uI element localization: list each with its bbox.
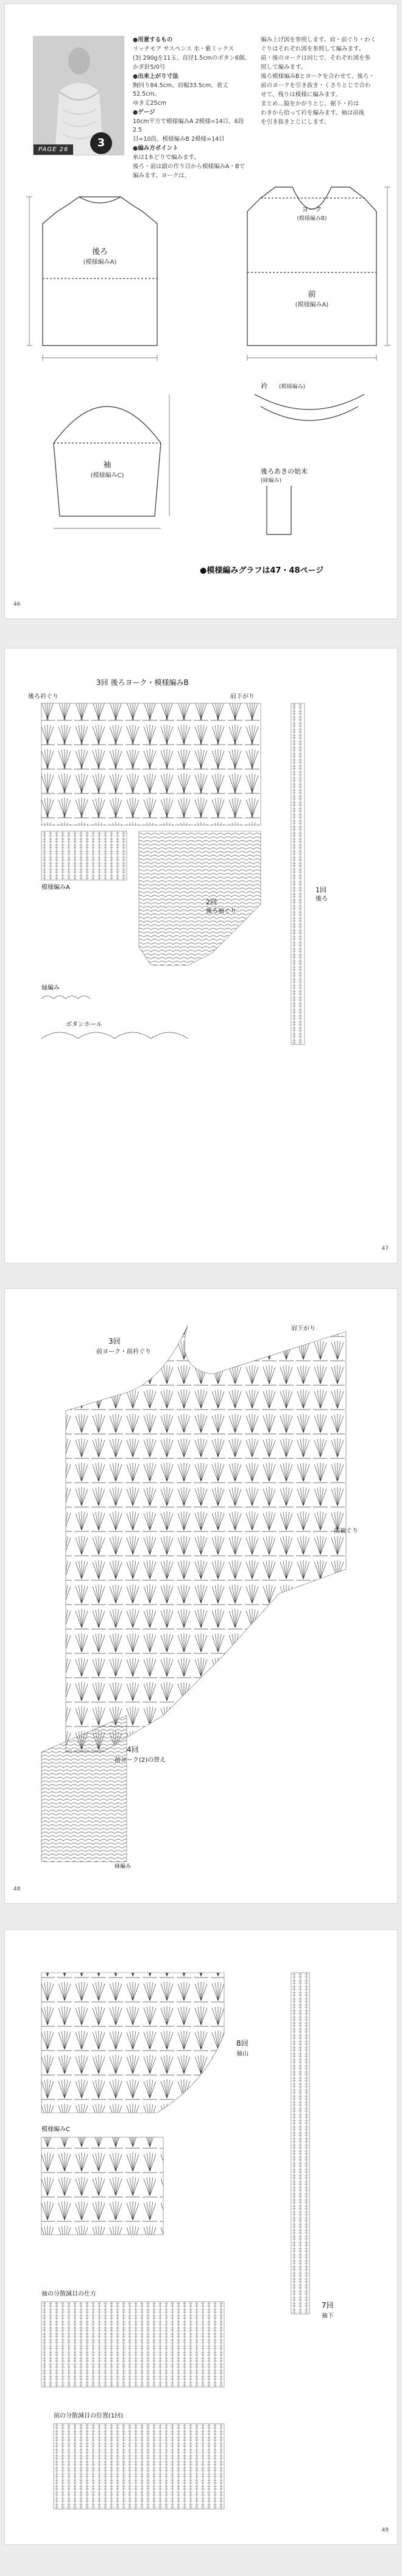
- materials-heading: ●用意するもの: [133, 37, 173, 43]
- side-strip-chart: [291, 703, 305, 1045]
- photo-page-tag: PAGE 26: [34, 144, 73, 155]
- instruction-line: わきから拾って衿を編みます。袖は前後: [261, 110, 365, 116]
- back-label: 後ろ: [316, 896, 328, 903]
- page-48: [4, 1288, 398, 1904]
- yoke-chart: [41, 703, 261, 825]
- edging-label: 縁編み: [41, 985, 60, 992]
- chart-title: 3回: [108, 1337, 121, 1346]
- schematic-diagrams: [5, 4, 398, 619]
- bottom-chart: [41, 1716, 127, 1862]
- instruction-line: 前のヨークを引き抜き・くさりとじで合わ: [261, 82, 371, 89]
- sleeve-label: 袖: [103, 461, 111, 470]
- chart-title: 3回 後ろヨーク・模様編みB: [96, 678, 189, 687]
- motif-a-label: 模様編みA: [41, 884, 70, 891]
- edging-label: 縁編み: [115, 1864, 132, 1870]
- size-line: 胸回り84.5cm、肩幅33.5cm、着丈52.5cm、: [133, 82, 228, 98]
- sleeve-cap-chart: [41, 1973, 224, 2113]
- front-armhole-label: 前袖ぐり: [334, 1528, 358, 1535]
- project-number-badge: 3: [90, 132, 112, 154]
- back-armhole-label: 後ろ袖ぐり: [206, 908, 236, 915]
- size-heading: ●出来上がり寸法: [133, 73, 178, 80]
- size-line: ゆき丈25cm: [133, 100, 167, 107]
- buttonhole-label: ボタンホール: [66, 1021, 102, 1028]
- row-2-label: 2回: [206, 898, 217, 906]
- armhole-chart: [139, 831, 261, 965]
- gauge-heading: ●ゲージ: [133, 109, 155, 116]
- back-opening-outline: [267, 486, 291, 534]
- motif-c-chart: [41, 2137, 163, 2235]
- materials-line: リッチモア サスペンス 水・紫ミックス: [133, 46, 234, 52]
- front-yoke-label: 前ヨーク・前衿ぐり: [96, 1349, 151, 1355]
- page-47: [4, 648, 398, 1263]
- back-opening-label: 後ろあきの始末: [261, 467, 308, 475]
- back-neckline-label: 後ろ衿ぐり: [28, 694, 58, 700]
- gauge-line: 目=10段、模様編みB 2模様=14目: [133, 136, 225, 143]
- sleeve-cap-label: 袖山: [236, 2051, 249, 2057]
- page-number: 48: [13, 1886, 21, 1892]
- row-7-label: 7回: [322, 2301, 334, 2310]
- page-46: [4, 4, 398, 619]
- back-sublabel: (模様編みA): [83, 259, 117, 266]
- front-yoke-label: ヨーク: [302, 205, 322, 213]
- points-heading: ●編み方ポイント: [133, 145, 178, 152]
- points-line: 編みます。ヨークは、: [133, 172, 191, 179]
- motif-a-chart: [41, 831, 127, 880]
- shoulder-slope-label: 肩下がり: [291, 1325, 316, 1332]
- sleeve-decrease-label: 袖の分散減目の仕方: [41, 2291, 96, 2297]
- sleeve-decrease-chart: [41, 2302, 224, 2387]
- motif-c-label: 模様編みC: [41, 2126, 70, 2133]
- collar-outline: [255, 394, 364, 410]
- back-neckline: [79, 197, 121, 203]
- instruction-line: を引き抜きとじにします。: [261, 119, 330, 126]
- page-number: 46: [13, 601, 21, 608]
- front-sublabel: (模様編みA): [295, 302, 329, 308]
- collar-label: 衿: [261, 382, 267, 390]
- pattern-graph-note: ●模様編みグラフは47・48ページ: [200, 566, 324, 575]
- buttonhole-chart: [41, 1032, 188, 1038]
- row-1-label: 1回: [316, 886, 326, 894]
- front-label: 前: [308, 290, 316, 299]
- back-label: 後ろ: [91, 247, 108, 257]
- sleeve-sublabel: (模様編みC): [90, 472, 124, 479]
- back-opening-sublabel: (縁編み): [261, 478, 282, 484]
- crochet-chart-page-47: [5, 648, 398, 1263]
- sleeve-underarm-label: 袖下: [322, 2313, 334, 2319]
- instruction-line: せて、残りは模様に編みます。: [261, 91, 342, 98]
- page-number: 49: [381, 2527, 389, 2533]
- front-yoke-alt-label: 前ヨーク(2)の替え: [115, 1757, 166, 1764]
- front-decrease-chart: [54, 2424, 224, 2509]
- collar-sublabel: (模様編み): [279, 384, 306, 390]
- front-yoke-chart: [66, 1325, 346, 1752]
- page-49: [4, 1929, 398, 2545]
- gauge-line: 10cm平方で模様編みA 2模様=14目、6段 2.5: [133, 118, 244, 133]
- points-line: 後ろ・前は鎖の作り目から模様編みA・Bで: [133, 163, 245, 170]
- front-yoke-sublabel: (模様編みB): [297, 216, 327, 222]
- row-8-label: 8回: [236, 2039, 249, 2048]
- row-4-label: 4回: [127, 1745, 139, 1754]
- edging-chart: [41, 996, 90, 999]
- materials-line: (3) 290gを11玉、直径1.5cmのボタン6個、: [133, 55, 250, 62]
- crochet-chart-page-48: [5, 1289, 398, 1904]
- shoulder-slope-label: 肩下がり: [230, 694, 255, 700]
- instruction-line: 照して編みます。: [261, 64, 307, 71]
- instruction-line: 後ろ模様編みBとヨークを合わせて、後ろ・: [261, 73, 375, 80]
- instruction-line: ぐりはそれぞれ図を参照して編みます。: [261, 46, 365, 52]
- crochet-chart-page-49: [5, 1930, 398, 2545]
- sleeve-side-chart: [291, 1973, 309, 2314]
- instruction-line: まとめ…脇をかがりとじ、裾下・衿は: [261, 101, 359, 107]
- front-decrease-label: 前の分散減目の位置(1回): [54, 2413, 124, 2419]
- page-number: 47: [381, 1246, 389, 1252]
- points-line: 糸は1本どりで編みます。: [133, 154, 200, 161]
- instruction-line: 編み上げ図を参照します。肩・前ぐり・わく: [261, 37, 376, 43]
- materials-line: かぎ針5/0号: [133, 64, 166, 71]
- instruction-line: 前・後のヨークは同じで、それぞれ図を参: [261, 55, 371, 62]
- back-body-outline: [43, 197, 157, 346]
